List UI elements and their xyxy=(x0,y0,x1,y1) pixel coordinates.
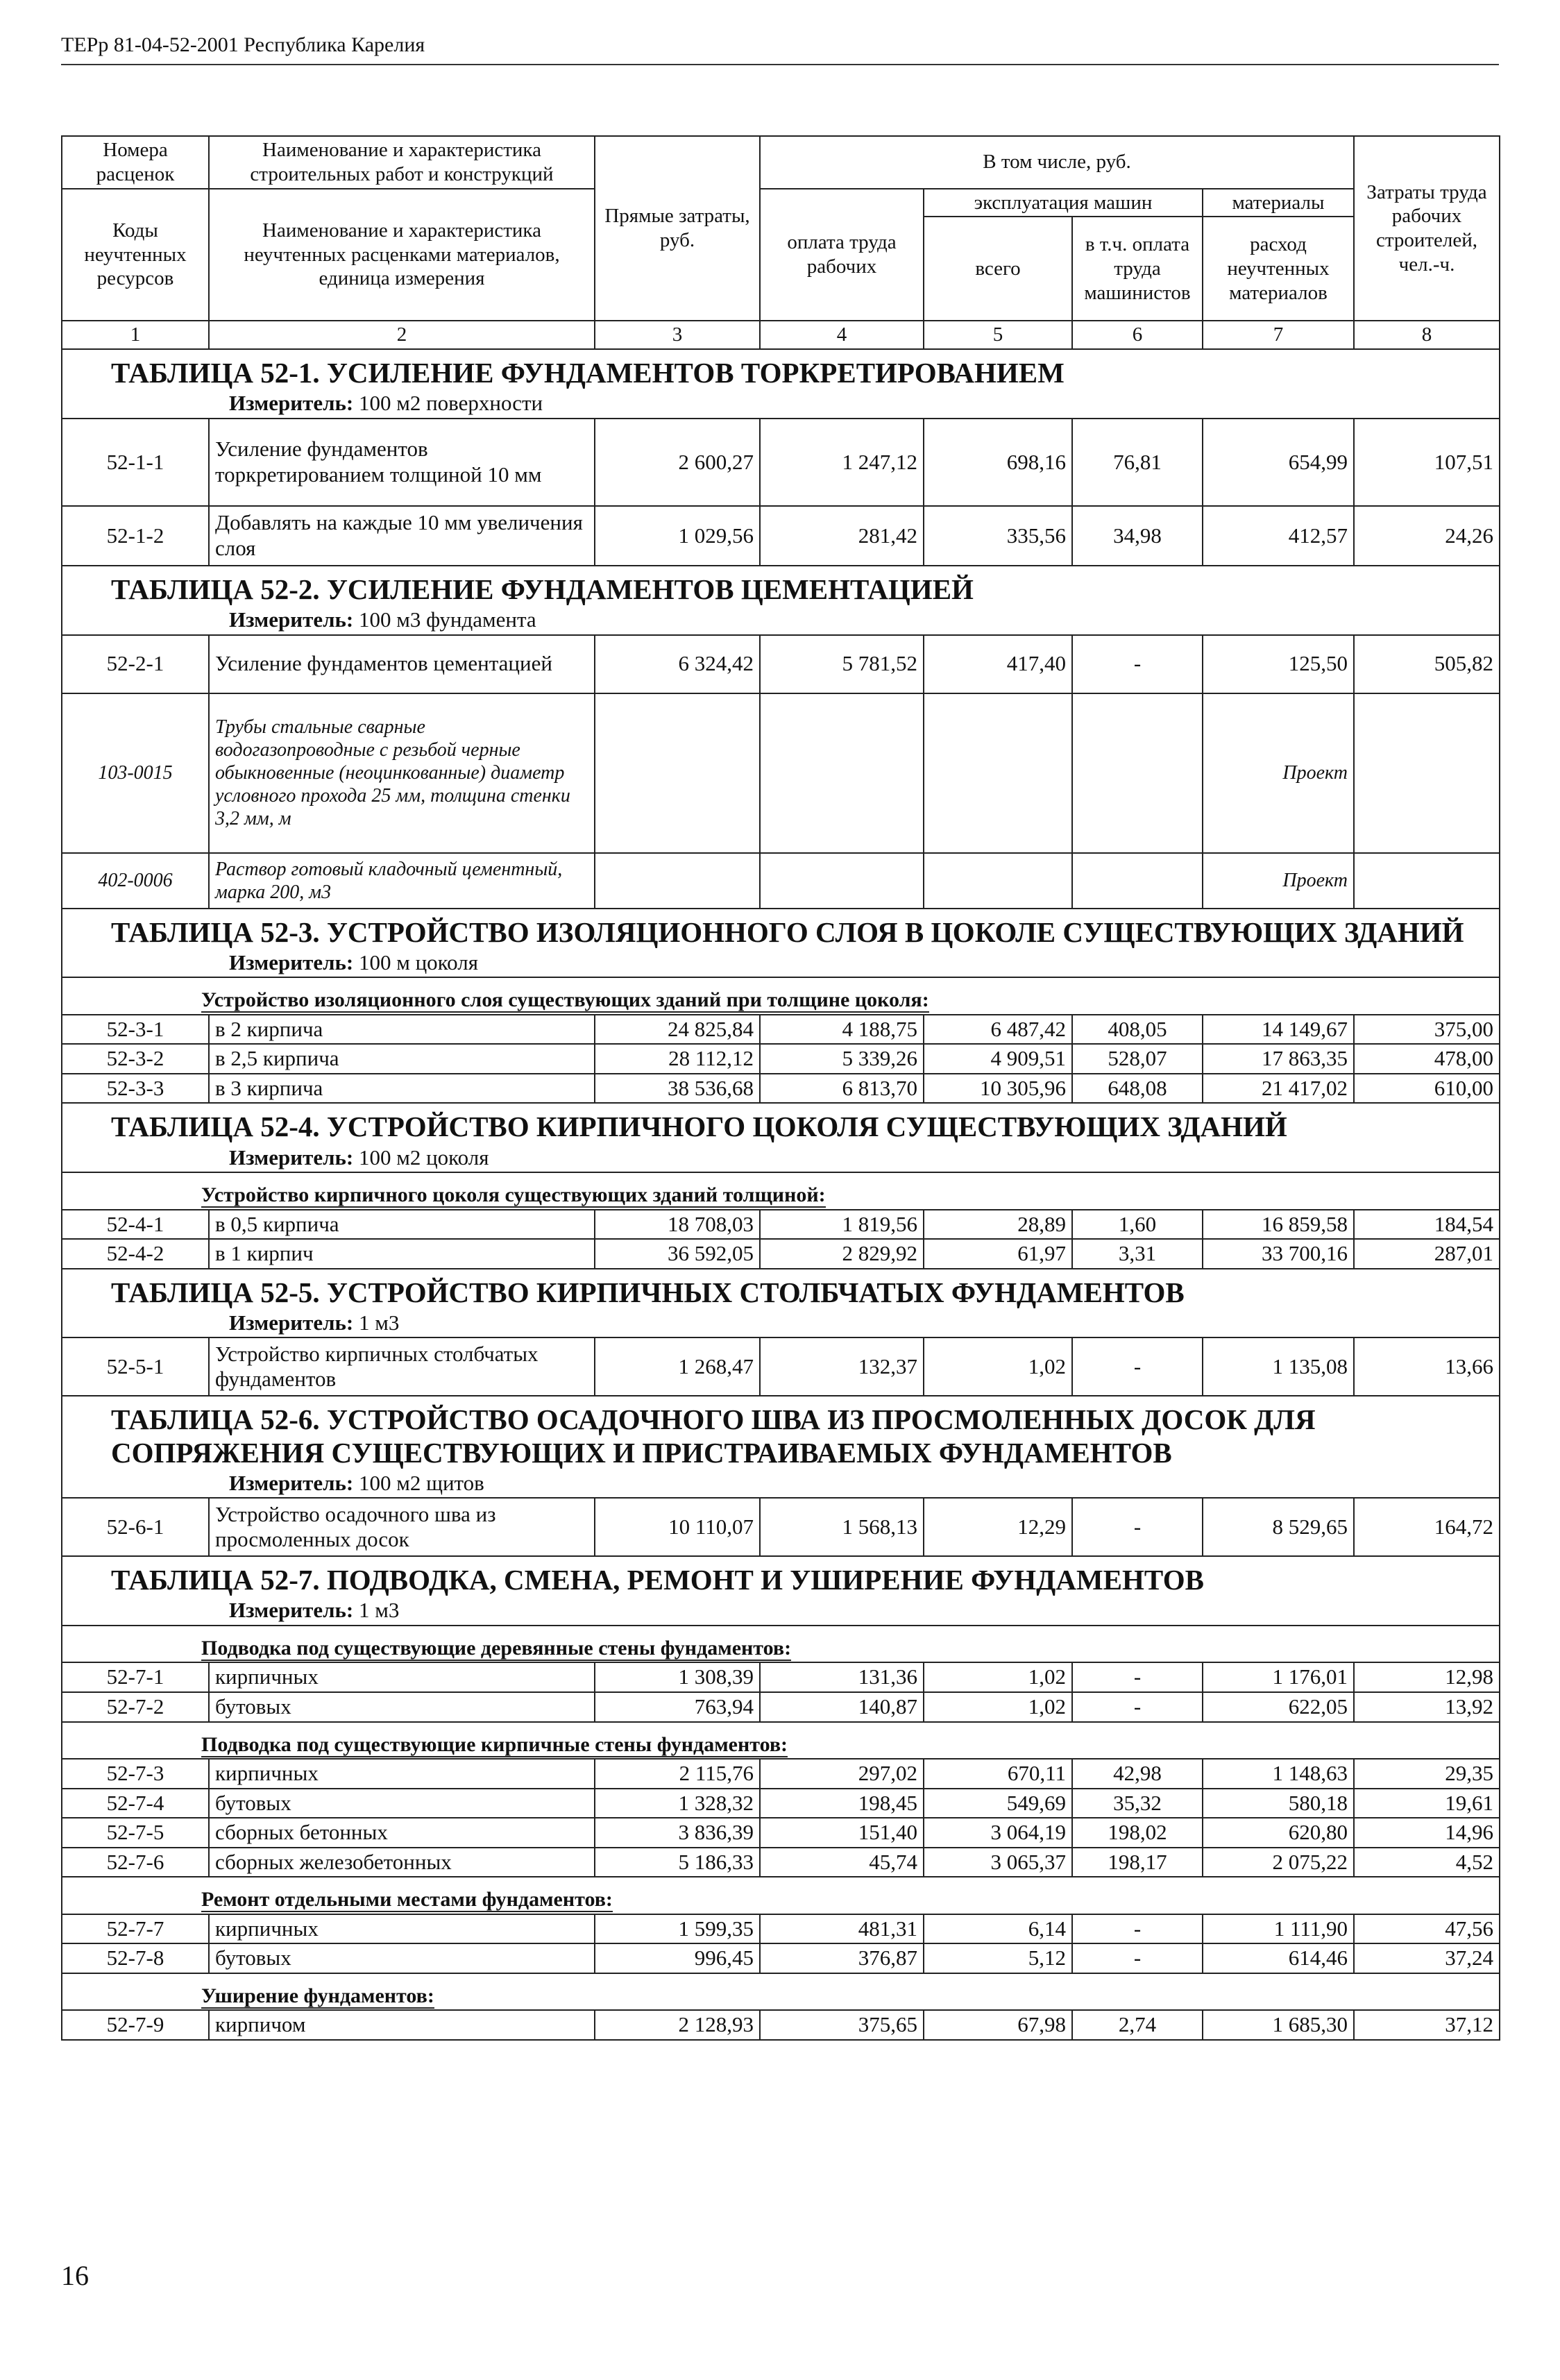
machines-total: 4 909,51 xyxy=(924,1044,1072,1074)
section-measure: Измеритель: 1 м3 xyxy=(62,1309,1500,1338)
table-row xyxy=(62,1074,1500,1104)
worker-pay: 481,31 xyxy=(760,1914,924,1944)
direct-costs: 2 128,93 xyxy=(595,2010,760,2040)
materials: 1 111,90 xyxy=(1203,1914,1354,1944)
col-number: 5 xyxy=(924,321,1072,349)
rate-code: 52-1-2 xyxy=(62,506,209,566)
labor-hours: 37,12 xyxy=(1354,2010,1500,2040)
col-header-machinist-pay: в т.ч. оплата труда машинистов xyxy=(1072,217,1203,321)
machines-total: 5,12 xyxy=(924,1943,1072,1973)
machines-total: 3 064,19 xyxy=(924,1818,1072,1848)
rate-code: 52-7-5 xyxy=(62,1818,209,1848)
table-row xyxy=(62,1692,1500,1722)
col-header-machines: эксплуатация машин xyxy=(924,189,1203,217)
worker-pay: 45,74 xyxy=(760,1848,924,1877)
work-name: бутовых xyxy=(209,1692,595,1722)
table-row xyxy=(62,2010,1500,2040)
materials: 1 685,30 xyxy=(1203,2010,1354,2040)
direct-costs: 1 599,35 xyxy=(595,1914,760,1944)
rate-code: 52-4-1 xyxy=(62,1210,209,1240)
materials: 14 149,67 xyxy=(1203,1015,1354,1045)
worker-pay: 140,87 xyxy=(760,1692,924,1722)
machines-total: 549,69 xyxy=(924,1789,1072,1818)
section-measure: Измеритель: 100 м2 поверхности xyxy=(62,389,1500,419)
subsection-heading: Устройство кирпичного цоколя существующих зданий толщиной: xyxy=(62,1172,1500,1209)
machines-total: 6,14 xyxy=(924,1914,1072,1944)
resource-name: Трубы стальные сварные водогазопроводные с резьбой черные обыкновенные (неоцинкованные) диаметр условного прохода 25 мм, толщина стенки 3,2 мм, м xyxy=(209,693,595,853)
materials: 412,57 xyxy=(1203,506,1354,566)
machines-total: 10 305,96 xyxy=(924,1074,1072,1104)
table-row xyxy=(62,635,1500,693)
table-row xyxy=(62,1337,1500,1396)
section-52-1 xyxy=(62,349,1500,566)
price-table xyxy=(61,135,1500,2041)
work-name: в 2 кирпича xyxy=(209,1015,595,1045)
section-measure: Измеритель: 100 м цоколя xyxy=(62,949,1500,978)
col-number: 4 xyxy=(760,321,924,349)
materials: 580,18 xyxy=(1203,1789,1354,1818)
work-name: в 0,5 кирпича xyxy=(209,1210,595,1240)
machines-total: 417,40 xyxy=(924,635,1072,693)
table-row xyxy=(62,1943,1500,1973)
worker-pay: 6 813,70 xyxy=(760,1074,924,1104)
work-name: в 2,5 кирпича xyxy=(209,1044,595,1074)
machinist-pay: 198,02 xyxy=(1072,1818,1203,1848)
col-header-rate-number: Номера расценок xyxy=(62,136,209,189)
subsection-heading: Подводка под существующие кирпичные стены фундаментов: xyxy=(62,1722,1500,1759)
work-name: бутовых xyxy=(209,1943,595,1973)
rate-code: 52-7-3 xyxy=(62,1759,209,1789)
machinist-pay: 648,08 xyxy=(1072,1074,1203,1104)
materials: 16 859,58 xyxy=(1203,1210,1354,1240)
machines-total: 1,02 xyxy=(924,1662,1072,1692)
materials: 21 417,02 xyxy=(1203,1074,1354,1104)
work-name: в 3 кирпича xyxy=(209,1074,595,1104)
rate-code: 52-3-2 xyxy=(62,1044,209,1074)
resource-value: Проект xyxy=(1203,693,1354,853)
worker-pay: 5 339,26 xyxy=(760,1044,924,1074)
machinist-pay: 3,31 xyxy=(1072,1239,1203,1269)
section-title: ТАБЛИЦА 52-2. УСИЛЕНИЕ ФУНДАМЕНТОВ ЦЕМЕНТАЦИЕЙ xyxy=(62,566,1500,606)
direct-costs: 1 029,56 xyxy=(595,506,760,566)
worker-pay: 131,36 xyxy=(760,1662,924,1692)
labor-hours: 478,00 xyxy=(1354,1044,1500,1074)
direct-costs: 1 268,47 xyxy=(595,1337,760,1396)
work-name: кирпичом xyxy=(209,2010,595,2040)
rate-code: 52-7-1 xyxy=(62,1662,209,1692)
col-number: 3 xyxy=(595,321,760,349)
table-row xyxy=(62,1044,1500,1074)
col-header-unaccounted-materials: расход неучтенных материалов xyxy=(1203,217,1354,321)
table-row xyxy=(62,506,1500,566)
col-header-direct-costs: Прямые затраты, руб. xyxy=(595,136,760,321)
col-header-work-name: Наименование и характеристика строительных работ и конструкций xyxy=(209,136,595,189)
section-52-2 xyxy=(62,566,1500,909)
materials: 8 529,65 xyxy=(1203,1498,1354,1556)
machinist-pay: - xyxy=(1072,635,1203,693)
machinist-pay: - xyxy=(1072,1914,1203,1944)
machines-total: 1,02 xyxy=(924,1692,1072,1722)
subsection-heading: Ремонт отдельными местами фундаментов: xyxy=(62,1877,1500,1914)
materials: 2 075,22 xyxy=(1203,1848,1354,1877)
work-name: сборных железобетонных xyxy=(209,1848,595,1877)
direct-costs: 28 112,12 xyxy=(595,1044,760,1074)
header-rule xyxy=(61,64,1499,65)
col-number: 2 xyxy=(209,321,595,349)
machines-total: 67,98 xyxy=(924,2010,1072,2040)
table-row xyxy=(62,1662,1500,1692)
work-name: в 1 кирпич xyxy=(209,1239,595,1269)
labor-hours: 375,00 xyxy=(1354,1015,1500,1045)
worker-pay: 1 247,12 xyxy=(760,419,924,506)
direct-costs: 6 324,42 xyxy=(595,635,760,693)
direct-costs: 763,94 xyxy=(595,1692,760,1722)
labor-hours: 14,96 xyxy=(1354,1818,1500,1848)
resource-row xyxy=(62,853,1500,909)
rate-code: 52-6-1 xyxy=(62,1498,209,1556)
machines-total: 61,97 xyxy=(924,1239,1072,1269)
section-title: ТАБЛИЦА 52-7. ПОДВОДКА, СМЕНА, РЕМОНТ И УШИРЕНИЕ ФУНДАМЕНТОВ xyxy=(62,1556,1500,1596)
machinist-pay: 528,07 xyxy=(1072,1044,1203,1074)
machinist-pay: 34,98 xyxy=(1072,506,1203,566)
labor-hours: 107,51 xyxy=(1354,419,1500,506)
machines-total: 12,29 xyxy=(924,1498,1072,1556)
col-number: 7 xyxy=(1203,321,1354,349)
direct-costs: 5 186,33 xyxy=(595,1848,760,1877)
materials: 125,50 xyxy=(1203,635,1354,693)
worker-pay: 1 568,13 xyxy=(760,1498,924,1556)
work-name: сборных бетонных xyxy=(209,1818,595,1848)
machinist-pay: - xyxy=(1072,1337,1203,1396)
machinist-pay: 408,05 xyxy=(1072,1015,1203,1045)
machinist-pay: - xyxy=(1072,1498,1203,1556)
rate-code: 52-7-9 xyxy=(62,2010,209,2040)
table-row xyxy=(62,1498,1500,1556)
labor-hours: 287,01 xyxy=(1354,1239,1500,1269)
labor-hours: 4,52 xyxy=(1354,1848,1500,1877)
materials: 614,46 xyxy=(1203,1943,1354,1973)
machinist-pay: - xyxy=(1072,1943,1203,1973)
col-header-resource-codes: Коды неучтенных ресурсов xyxy=(62,189,209,321)
labor-hours: 184,54 xyxy=(1354,1210,1500,1240)
materials: 1 176,01 xyxy=(1203,1662,1354,1692)
materials: 17 863,35 xyxy=(1203,1044,1354,1074)
section-title: ТАБЛИЦА 52-5. УСТРОЙСТВО КИРПИЧНЫХ СТОЛБЧАТЫХ ФУНДАМЕНТОВ xyxy=(62,1269,1500,1309)
col-header-machines-total: всего xyxy=(924,217,1072,321)
labor-hours: 37,24 xyxy=(1354,1943,1500,1973)
worker-pay: 1 819,56 xyxy=(760,1210,924,1240)
machines-total: 698,16 xyxy=(924,419,1072,506)
materials: 620,80 xyxy=(1203,1818,1354,1848)
worker-pay: 297,02 xyxy=(760,1759,924,1789)
worker-pay: 376,87 xyxy=(760,1943,924,1973)
materials: 622,05 xyxy=(1203,1692,1354,1722)
rate-code: 52-7-4 xyxy=(62,1789,209,1818)
labor-hours: 29,35 xyxy=(1354,1759,1500,1789)
materials: 654,99 xyxy=(1203,419,1354,506)
col-number: 6 xyxy=(1072,321,1203,349)
direct-costs: 1 328,32 xyxy=(595,1789,760,1818)
labor-hours: 13,66 xyxy=(1354,1337,1500,1396)
price-table-wrapper xyxy=(61,135,1499,2041)
col-header-labor-hours: Затраты труда рабочих строителей, чел.-ч. xyxy=(1354,136,1500,321)
col-number: 8 xyxy=(1354,321,1500,349)
rate-code: 52-7-6 xyxy=(62,1848,209,1877)
machinist-pay: 76,81 xyxy=(1072,419,1203,506)
section-measure: Измеритель: 1 м3 xyxy=(62,1596,1500,1626)
col-header-material-name: Наименование и характеристика неучтенных расценками материалов, единица измерения xyxy=(209,189,595,321)
work-name: кирпичных xyxy=(209,1662,595,1692)
labor-hours: 164,72 xyxy=(1354,1498,1500,1556)
table-row xyxy=(62,1210,1500,1240)
machines-total: 6 487,42 xyxy=(924,1015,1072,1045)
materials: 1 135,08 xyxy=(1203,1337,1354,1396)
table-row xyxy=(62,419,1500,506)
rate-code: 52-3-1 xyxy=(62,1015,209,1045)
table-row xyxy=(62,1818,1500,1848)
resource-row xyxy=(62,693,1500,853)
work-name: кирпичных xyxy=(209,1914,595,1944)
machines-total: 28,89 xyxy=(924,1210,1072,1240)
resource-value: Проект xyxy=(1203,853,1354,909)
section-measure: Измеритель: 100 м2 цоколя xyxy=(62,1144,1500,1173)
section-title: ТАБЛИЦА 52-1. УСИЛЕНИЕ ФУНДАМЕНТОВ ТОРКРЕТИРОВАНИЕМ xyxy=(62,349,1500,389)
direct-costs: 38 536,68 xyxy=(595,1074,760,1104)
labor-hours: 47,56 xyxy=(1354,1914,1500,1944)
section-title: ТАБЛИЦА 52-3. УСТРОЙСТВО ИЗОЛЯЦИОННОГО СЛОЯ В ЦОКОЛЕ СУЩЕСТВУЮЩИХ ЗДАНИЙ xyxy=(62,909,1500,949)
document-header: ТЕРр 81-04-52-2001 Республика Карелия xyxy=(61,33,425,56)
work-name: Усиление фундаментов торкретированием толщиной 10 мм xyxy=(209,419,595,506)
col-number: 1 xyxy=(62,321,209,349)
machinist-pay: 42,98 xyxy=(1072,1759,1203,1789)
section-52-4 xyxy=(62,1103,1500,1268)
machines-total: 3 065,37 xyxy=(924,1848,1072,1877)
machines-total: 1,02 xyxy=(924,1337,1072,1396)
machinist-pay: 1,60 xyxy=(1072,1210,1203,1240)
table-row xyxy=(62,1759,1500,1789)
rate-code: 52-7-2 xyxy=(62,1692,209,1722)
machinist-pay: - xyxy=(1072,1692,1203,1722)
direct-costs: 3 836,39 xyxy=(595,1818,760,1848)
rate-code: 52-7-7 xyxy=(62,1914,209,1944)
resource-code: 103-0015 xyxy=(62,693,209,853)
machines-total: 670,11 xyxy=(924,1759,1072,1789)
section-measure: Измеритель: 100 м2 щитов xyxy=(62,1469,1500,1499)
materials: 1 148,63 xyxy=(1203,1759,1354,1789)
section-52-6 xyxy=(62,1396,1500,1556)
labor-hours: 610,00 xyxy=(1354,1074,1500,1104)
worker-pay: 5 781,52 xyxy=(760,635,924,693)
work-name: кирпичных xyxy=(209,1759,595,1789)
subsection-heading: Устройство изоляционного слоя существующих зданий при толщине цоколя: xyxy=(62,977,1500,1014)
work-name: Усиление фундаментов цементацией xyxy=(209,635,595,693)
table-row xyxy=(62,1789,1500,1818)
machines-total: 335,56 xyxy=(924,506,1072,566)
page-number: 16 xyxy=(61,2260,89,2291)
labor-hours: 24,26 xyxy=(1354,506,1500,566)
direct-costs: 2 600,27 xyxy=(595,419,760,506)
rate-code: 52-3-3 xyxy=(62,1074,209,1104)
col-header-materials: материалы xyxy=(1203,189,1354,217)
section-title: ТАБЛИЦА 52-4. УСТРОЙСТВО КИРПИЧНОГО ЦОКОЛЯ СУЩЕСТВУЮЩИХ ЗДАНИЙ xyxy=(62,1103,1500,1143)
machinist-pay: 35,32 xyxy=(1072,1789,1203,1818)
rate-code: 52-2-1 xyxy=(62,635,209,693)
labor-hours: 13,92 xyxy=(1354,1692,1500,1722)
worker-pay: 151,40 xyxy=(760,1818,924,1848)
col-header-including: В том числе, руб. xyxy=(760,136,1354,189)
table-row xyxy=(62,1914,1500,1944)
direct-costs: 1 308,39 xyxy=(595,1662,760,1692)
labor-hours: 19,61 xyxy=(1354,1789,1500,1818)
worker-pay: 281,42 xyxy=(760,506,924,566)
worker-pay: 198,45 xyxy=(760,1789,924,1818)
direct-costs: 36 592,05 xyxy=(595,1239,760,1269)
table-header xyxy=(62,136,1500,349)
rate-code: 52-1-1 xyxy=(62,419,209,506)
direct-costs: 996,45 xyxy=(595,1943,760,1973)
section-title: ТАБЛИЦА 52-6. УСТРОЙСТВО ОСАДОЧНОГО ШВА ИЗ ПРОСМОЛЕННЫХ ДОСОК ДЛЯ СОПРЯЖЕНИЯ СУЩЕСТВУЮЩИХ И ПРИСТРАИВАЕМЫХ ФУНДАМЕНТОВ xyxy=(62,1396,1500,1469)
col-header-worker-pay: оплата труда рабочих xyxy=(760,189,924,321)
direct-costs: 24 825,84 xyxy=(595,1015,760,1045)
work-name: Устройство кирпичных столбчатых фундаментов xyxy=(209,1337,595,1396)
direct-costs: 10 110,07 xyxy=(595,1498,760,1556)
subsection-heading: Уширение фундаментов: xyxy=(62,1973,1500,2010)
worker-pay: 2 829,92 xyxy=(760,1239,924,1269)
resource-code: 402-0006 xyxy=(62,853,209,909)
table-row xyxy=(62,1015,1500,1045)
worker-pay: 132,37 xyxy=(760,1337,924,1396)
table-row xyxy=(62,1848,1500,1877)
direct-costs: 2 115,76 xyxy=(595,1759,760,1789)
worker-pay: 375,65 xyxy=(760,2010,924,2040)
labor-hours: 12,98 xyxy=(1354,1662,1500,1692)
subsection-heading: Подводка под существующие деревянные стены фундаментов: xyxy=(62,1626,1500,1662)
rate-code: 52-5-1 xyxy=(62,1337,209,1396)
resource-name: Раствор готовый кладочный цементный, марка 200, м3 xyxy=(209,853,595,909)
worker-pay: 4 188,75 xyxy=(760,1015,924,1045)
section-52-3 xyxy=(62,909,1500,1104)
work-name: бутовых xyxy=(209,1789,595,1818)
table-row xyxy=(62,1239,1500,1269)
rate-code: 52-4-2 xyxy=(62,1239,209,1269)
rate-code: 52-7-8 xyxy=(62,1943,209,1973)
machinist-pay: 198,17 xyxy=(1072,1848,1203,1877)
direct-costs: 18 708,03 xyxy=(595,1210,760,1240)
section-52-5 xyxy=(62,1269,1500,1396)
section-52-7 xyxy=(62,1556,1500,2039)
machinist-pay: 2,74 xyxy=(1072,2010,1203,2040)
materials: 33 700,16 xyxy=(1203,1239,1354,1269)
labor-hours: 505,82 xyxy=(1354,635,1500,693)
work-name: Устройство осадочного шва из просмоленных досок xyxy=(209,1498,595,1556)
work-name: Добавлять на каждые 10 мм увеличения слоя xyxy=(209,506,595,566)
section-measure: Измеритель: 100 м3 фундамента xyxy=(62,606,1500,635)
machinist-pay: - xyxy=(1072,1662,1203,1692)
